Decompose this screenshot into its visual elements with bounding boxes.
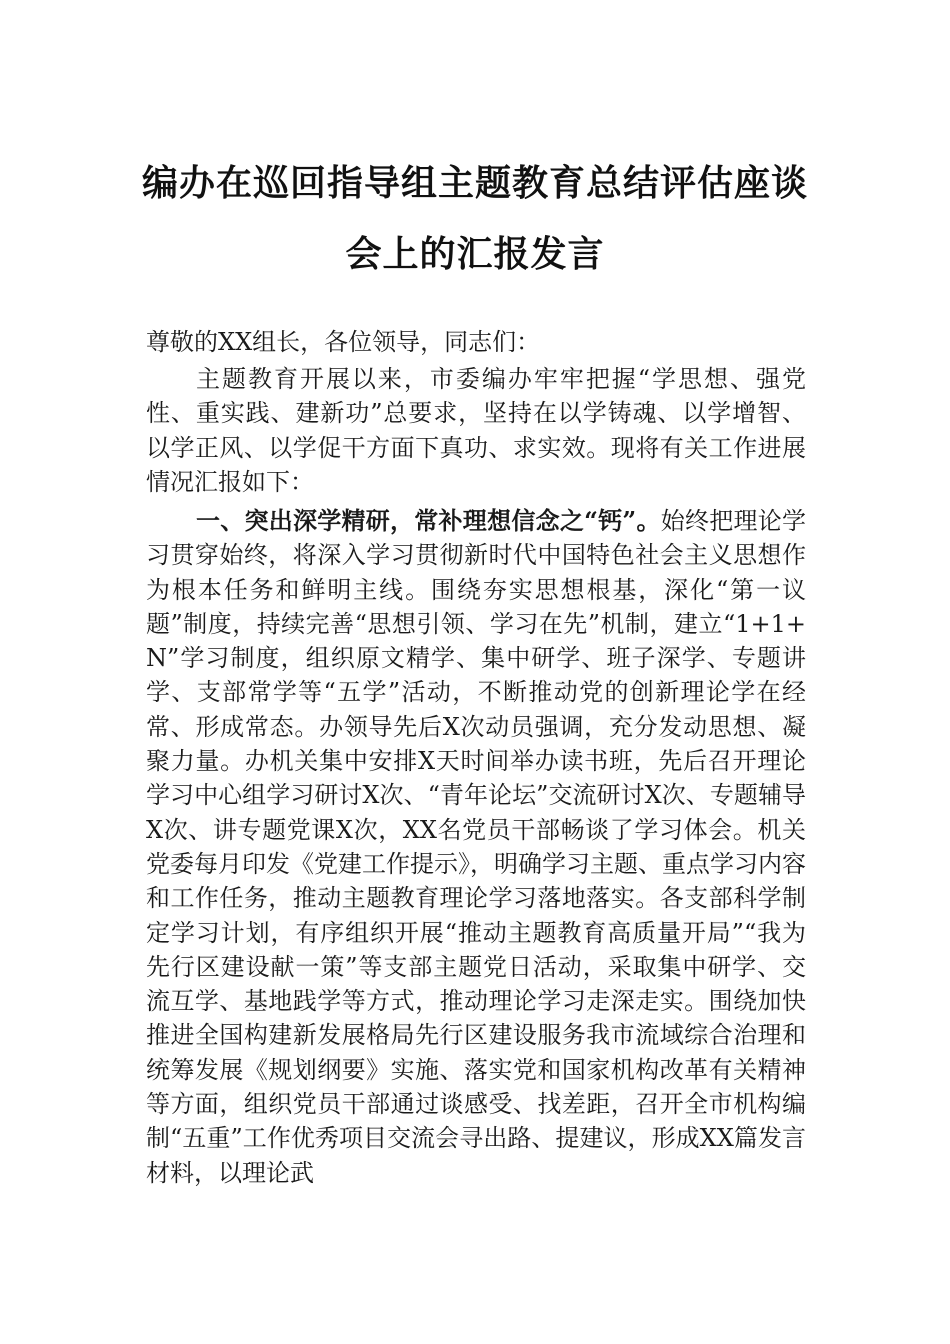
section-1-heading: 一、突出深学精研，常补理想信念之“钙”。 [196,506,661,535]
section-1-paragraph [146,504,806,1190]
section-1-body: 始终把理论学习贯穿始终，将深入学习贯彻新时代中国特色社会主义思想作为根本任务和鲜明主线。围绕夯实思想根基，深化“第一议题”制度，持续完善“思想引领、学习在先”机制，建立“1+1+N”学习制度，组织原文精学、集中研学、班子深学、专题讲学、支部常学等“五学”活动，不断推动党的创新理论学在经常、形成常态。办领导先后X次动员强调，充分发动思想、凝聚力量。办机关集中安排X天时间举办读书班，先后召开理论学习中心组学习研讨X次、“青年论坛”交流研讨X次、专题辅导X次、讲专题党课X次，XX名党员干部畅谈了学习体会。机关党委每月印发《党建工作提示》，明确学习主题、重点学习内容和工作任务，推动主题教育理论学习落地落实。各支部科学制定学习计划，有序组织开展“推动主题教育高质量开局”“我为先行区建设献一策”等支部主题党日活动，采取集中研学、交流互学、基地践学等方式，推动理论学习走深走实。围绕加快推进全国构建新发展格局先行区建设服务我市流域综合治理和统筹发展《规划纲要》实施、落实党和国家机构改革有关精神等方面，组织党员干部通过谈感受、找差距，召开全市机构编制“五重”工作优秀项目交流会寻出路、提建议，形成XX篇发言材料，以理论武 [146,507,807,1187]
intro-paragraph: 主题教育开展以来，市委编办牢牢把握“学思想、强党性、重实践、建新功”总要求，坚持在以学铸魂、以学增智、以学正风、以学促干方面下真功、求实效。现将有关工作进展情况汇报如下： [146,365,806,496]
document-title-line-1: 编办在巡回指导组主题教育总结评估座谈 [141,162,808,204]
salutation: 尊敬的XX组长，各位领导，同志们： [146,328,541,356]
document-title-line-2: 会上的汇报发言 [345,233,605,275]
